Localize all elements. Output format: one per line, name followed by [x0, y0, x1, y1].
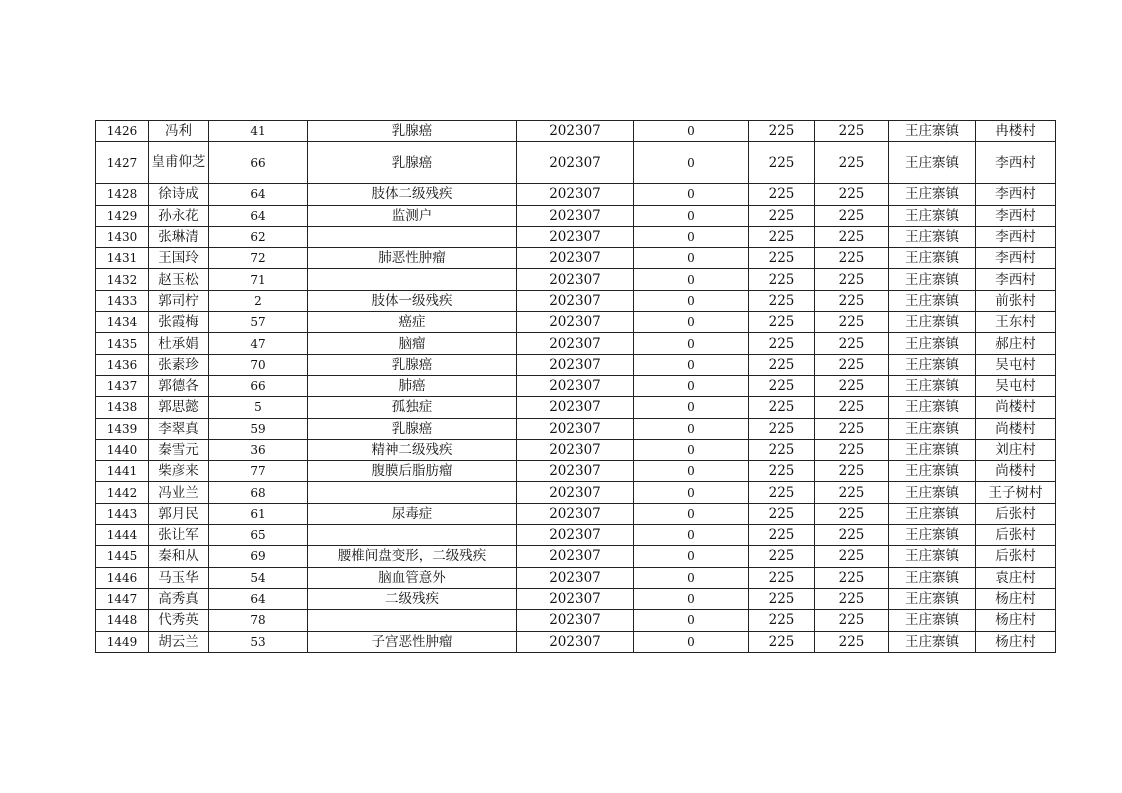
- cell-age: 36: [209, 439, 308, 460]
- cell-id: 1440: [96, 439, 149, 460]
- cell-age: 77: [209, 461, 308, 482]
- cell-age: 64: [209, 205, 308, 226]
- cell-condition: 尿毒症: [308, 503, 517, 524]
- table-row: [96, 269, 1056, 290]
- cell-age: 69: [209, 546, 308, 567]
- cell-age: 62: [209, 226, 308, 247]
- cell-amount-b: 225: [815, 588, 889, 609]
- cell-name: 高秀真: [149, 588, 209, 609]
- cell-age: 61: [209, 503, 308, 524]
- cell-condition: [308, 226, 517, 247]
- cell-age: 78: [209, 610, 308, 631]
- cell-id: 1449: [96, 631, 149, 652]
- cell-id: 1433: [96, 290, 149, 311]
- cell-id: 1442: [96, 482, 149, 503]
- cell-zero: 0: [634, 439, 749, 460]
- cell-condition: 癌症: [308, 312, 517, 333]
- cell-id: 1427: [96, 142, 149, 184]
- table-row: [96, 121, 1056, 142]
- cell-town: 王庄寨镇: [889, 226, 976, 247]
- cell-village: 后张村: [976, 503, 1056, 524]
- cell-village: 尚楼村: [976, 397, 1056, 418]
- table-row: [96, 631, 1056, 652]
- cell-condition: [308, 610, 517, 631]
- cell-amount-a: 225: [749, 525, 815, 546]
- cell-amount-a: 225: [749, 397, 815, 418]
- cell-town: 王庄寨镇: [889, 482, 976, 503]
- cell-amount-a: 225: [749, 567, 815, 588]
- cell-id: 1430: [96, 226, 149, 247]
- cell-condition: [308, 482, 517, 503]
- cell-town: 王庄寨镇: [889, 525, 976, 546]
- cell-amount-b: 225: [815, 482, 889, 503]
- cell-period: 202307: [517, 375, 634, 396]
- cell-town: 王庄寨镇: [889, 503, 976, 524]
- cell-id: 1438: [96, 397, 149, 418]
- cell-condition: 肺癌: [308, 375, 517, 396]
- cell-village: 杨庄村: [976, 631, 1056, 652]
- cell-amount-a: 225: [749, 142, 815, 184]
- cell-village: 袁庄村: [976, 567, 1056, 588]
- cell-age: 59: [209, 418, 308, 439]
- cell-period: 202307: [517, 546, 634, 567]
- cell-period: 202307: [517, 269, 634, 290]
- cell-age: 66: [209, 375, 308, 396]
- cell-town: 王庄寨镇: [889, 546, 976, 567]
- cell-period: 202307: [517, 354, 634, 375]
- cell-amount-a: 225: [749, 418, 815, 439]
- cell-zero: 0: [634, 418, 749, 439]
- cell-age: 64: [209, 588, 308, 609]
- cell-town: 王庄寨镇: [889, 205, 976, 226]
- cell-town: 王庄寨镇: [889, 418, 976, 439]
- cell-period: 202307: [517, 205, 634, 226]
- cell-condition: 腹膜后脂肪瘤: [308, 461, 517, 482]
- cell-name: 郭德各: [149, 375, 209, 396]
- cell-village: 吴屯村: [976, 354, 1056, 375]
- cell-age: 41: [209, 121, 308, 142]
- cell-id: 1447: [96, 588, 149, 609]
- cell-town: 王庄寨镇: [889, 610, 976, 631]
- cell-age: 71: [209, 269, 308, 290]
- cell-town: 王庄寨镇: [889, 354, 976, 375]
- cell-town: 王庄寨镇: [889, 121, 976, 142]
- cell-zero: 0: [634, 375, 749, 396]
- cell-zero: 0: [634, 226, 749, 247]
- cell-name: 杜承娟: [149, 333, 209, 354]
- cell-zero: 0: [634, 184, 749, 205]
- cell-period: 202307: [517, 482, 634, 503]
- cell-zero: 0: [634, 312, 749, 333]
- cell-village: 后张村: [976, 525, 1056, 546]
- cell-id: 1444: [96, 525, 149, 546]
- cell-name: 冯利: [149, 121, 209, 142]
- cell-age: 64: [209, 184, 308, 205]
- cell-amount-b: 225: [815, 418, 889, 439]
- cell-amount-b: 225: [815, 546, 889, 567]
- table-row: [96, 142, 1056, 184]
- cell-zero: 0: [634, 142, 749, 184]
- table-row: [96, 312, 1056, 333]
- cell-amount-b: 225: [815, 439, 889, 460]
- cell-village: 李西村: [976, 269, 1056, 290]
- table-row: [96, 397, 1056, 418]
- cell-amount-a: 225: [749, 631, 815, 652]
- cell-condition: 肢体二级残疾: [308, 184, 517, 205]
- table-row: [96, 248, 1056, 269]
- cell-zero: 0: [634, 121, 749, 142]
- cell-name: 张琳清: [149, 226, 209, 247]
- cell-amount-a: 225: [749, 588, 815, 609]
- cell-id: 1429: [96, 205, 149, 226]
- cell-amount-a: 225: [749, 482, 815, 503]
- cell-town: 王庄寨镇: [889, 269, 976, 290]
- cell-age: 65: [209, 525, 308, 546]
- cell-zero: 0: [634, 248, 749, 269]
- table-row: [96, 205, 1056, 226]
- beneficiary-table: [95, 120, 1056, 653]
- cell-name: 赵玉松: [149, 269, 209, 290]
- cell-town: 王庄寨镇: [889, 461, 976, 482]
- cell-amount-b: 225: [815, 121, 889, 142]
- table-row: [96, 567, 1056, 588]
- cell-village: 杨庄村: [976, 610, 1056, 631]
- cell-period: 202307: [517, 567, 634, 588]
- table-row: [96, 418, 1056, 439]
- cell-age: 54: [209, 567, 308, 588]
- table-row: [96, 439, 1056, 460]
- cell-id: 1426: [96, 121, 149, 142]
- cell-period: 202307: [517, 290, 634, 311]
- cell-town: 王庄寨镇: [889, 248, 976, 269]
- cell-condition: 乳腺癌: [308, 354, 517, 375]
- cell-zero: 0: [634, 546, 749, 567]
- cell-id: 1432: [96, 269, 149, 290]
- cell-amount-a: 225: [749, 375, 815, 396]
- cell-age: 5: [209, 397, 308, 418]
- cell-period: 202307: [517, 503, 634, 524]
- cell-name: 柴彦来: [149, 461, 209, 482]
- cell-amount-a: 225: [749, 312, 815, 333]
- cell-village: 尚楼村: [976, 418, 1056, 439]
- cell-amount-b: 225: [815, 290, 889, 311]
- cell-amount-b: 225: [815, 142, 889, 184]
- cell-amount-a: 225: [749, 226, 815, 247]
- table-row: [96, 482, 1056, 503]
- cell-amount-b: 225: [815, 397, 889, 418]
- cell-amount-a: 225: [749, 333, 815, 354]
- cell-period: 202307: [517, 184, 634, 205]
- cell-amount-a: 225: [749, 248, 815, 269]
- cell-name: 郭司柠: [149, 290, 209, 311]
- cell-village: 尚楼村: [976, 461, 1056, 482]
- cell-amount-b: 225: [815, 567, 889, 588]
- cell-period: 202307: [517, 312, 634, 333]
- cell-name: 李翠真: [149, 418, 209, 439]
- cell-condition: 二级残疾: [308, 588, 517, 609]
- cell-amount-a: 225: [749, 184, 815, 205]
- cell-zero: 0: [634, 205, 749, 226]
- cell-amount-a: 225: [749, 610, 815, 631]
- cell-amount-b: 225: [815, 248, 889, 269]
- cell-zero: 0: [634, 567, 749, 588]
- cell-id: 1435: [96, 333, 149, 354]
- cell-amount-b: 225: [815, 312, 889, 333]
- cell-amount-b: 225: [815, 184, 889, 205]
- cell-town: 王庄寨镇: [889, 142, 976, 184]
- cell-village: 李西村: [976, 226, 1056, 247]
- cell-name: 孙永花: [149, 205, 209, 226]
- cell-age: 70: [209, 354, 308, 375]
- cell-amount-a: 225: [749, 269, 815, 290]
- cell-id: 1428: [96, 184, 149, 205]
- cell-town: 王庄寨镇: [889, 290, 976, 311]
- cell-village: 李西村: [976, 248, 1056, 269]
- table-body: [96, 121, 1056, 653]
- cell-condition: 孤独症: [308, 397, 517, 418]
- cell-name: 代秀英: [149, 610, 209, 631]
- cell-village: 后张村: [976, 546, 1056, 567]
- table-row: [96, 354, 1056, 375]
- cell-condition: 脑血管意外: [308, 567, 517, 588]
- cell-period: 202307: [517, 525, 634, 546]
- cell-zero: 0: [634, 333, 749, 354]
- cell-period: 202307: [517, 333, 634, 354]
- cell-id: 1437: [96, 375, 149, 396]
- cell-zero: 0: [634, 610, 749, 631]
- cell-name: 郭思懿: [149, 397, 209, 418]
- cell-name: 胡云兰: [149, 631, 209, 652]
- cell-name: 张让军: [149, 525, 209, 546]
- cell-village: 吴屯村: [976, 375, 1056, 396]
- cell-town: 王庄寨镇: [889, 397, 976, 418]
- cell-amount-b: 225: [815, 610, 889, 631]
- cell-period: 202307: [517, 142, 634, 184]
- cell-zero: 0: [634, 503, 749, 524]
- table-row: [96, 525, 1056, 546]
- cell-name: 马玉华: [149, 567, 209, 588]
- cell-period: 202307: [517, 418, 634, 439]
- cell-age: 57: [209, 312, 308, 333]
- cell-condition: 精神二级残疾: [308, 439, 517, 460]
- cell-amount-a: 225: [749, 121, 815, 142]
- cell-age: 68: [209, 482, 308, 503]
- cell-period: 202307: [517, 631, 634, 652]
- cell-condition: 腰椎间盘变形，二级残疾: [308, 546, 517, 567]
- cell-town: 王庄寨镇: [889, 439, 976, 460]
- cell-zero: 0: [634, 525, 749, 546]
- cell-amount-b: 225: [815, 226, 889, 247]
- table-row: [96, 546, 1056, 567]
- cell-amount-a: 225: [749, 205, 815, 226]
- cell-amount-b: 225: [815, 525, 889, 546]
- table-row: [96, 226, 1056, 247]
- cell-zero: 0: [634, 588, 749, 609]
- cell-village: 王子树村: [976, 482, 1056, 503]
- cell-village: 杨庄村: [976, 588, 1056, 609]
- cell-condition: 乳腺癌: [308, 121, 517, 142]
- cell-condition: 乳腺癌: [308, 418, 517, 439]
- cell-name: 徐诗成: [149, 184, 209, 205]
- cell-name: 张素珍: [149, 354, 209, 375]
- table-row: [96, 290, 1056, 311]
- cell-zero: 0: [634, 482, 749, 503]
- cell-period: 202307: [517, 588, 634, 609]
- cell-id: 1441: [96, 461, 149, 482]
- cell-condition: 肢体一级残疾: [308, 290, 517, 311]
- cell-condition: 子宫恶性肿瘤: [308, 631, 517, 652]
- cell-name: 张霞梅: [149, 312, 209, 333]
- table-row: [96, 461, 1056, 482]
- cell-period: 202307: [517, 439, 634, 460]
- cell-amount-b: 225: [815, 354, 889, 375]
- table-row: [96, 588, 1056, 609]
- cell-period: 202307: [517, 226, 634, 247]
- cell-id: 1439: [96, 418, 149, 439]
- cell-village: 前张村: [976, 290, 1056, 311]
- cell-amount-b: 225: [815, 333, 889, 354]
- cell-period: 202307: [517, 121, 634, 142]
- cell-amount-b: 225: [815, 375, 889, 396]
- cell-name: 郭月民: [149, 503, 209, 524]
- cell-zero: 0: [634, 397, 749, 418]
- table-row: [96, 333, 1056, 354]
- cell-age: 47: [209, 333, 308, 354]
- cell-age: 2: [209, 290, 308, 311]
- cell-age: 66: [209, 142, 308, 184]
- cell-period: 202307: [517, 397, 634, 418]
- cell-period: 202307: [517, 610, 634, 631]
- table-row: [96, 184, 1056, 205]
- cell-village: 李西村: [976, 205, 1056, 226]
- cell-name: 皇甫仰芝: [149, 142, 209, 184]
- cell-town: 王庄寨镇: [889, 184, 976, 205]
- cell-town: 王庄寨镇: [889, 375, 976, 396]
- cell-zero: 0: [634, 269, 749, 290]
- cell-id: 1448: [96, 610, 149, 631]
- cell-village: 郝庄村: [976, 333, 1056, 354]
- cell-village: 王东村: [976, 312, 1056, 333]
- cell-amount-a: 225: [749, 290, 815, 311]
- cell-village: 李西村: [976, 142, 1056, 184]
- table-row: [96, 375, 1056, 396]
- cell-town: 王庄寨镇: [889, 333, 976, 354]
- table-row: [96, 503, 1056, 524]
- cell-age: 53: [209, 631, 308, 652]
- cell-zero: 0: [634, 631, 749, 652]
- cell-id: 1446: [96, 567, 149, 588]
- cell-condition: 肺恶性肿瘤: [308, 248, 517, 269]
- cell-amount-b: 225: [815, 503, 889, 524]
- cell-name: 秦雪元: [149, 439, 209, 460]
- cell-amount-b: 225: [815, 461, 889, 482]
- cell-name: 秦和从: [149, 546, 209, 567]
- cell-town: 王庄寨镇: [889, 567, 976, 588]
- cell-amount-a: 225: [749, 546, 815, 567]
- cell-amount-b: 225: [815, 205, 889, 226]
- cell-town: 王庄寨镇: [889, 312, 976, 333]
- cell-zero: 0: [634, 461, 749, 482]
- cell-condition: 乳腺癌: [308, 142, 517, 184]
- cell-town: 王庄寨镇: [889, 588, 976, 609]
- cell-zero: 0: [634, 354, 749, 375]
- cell-zero: 0: [634, 290, 749, 311]
- cell-condition: [308, 269, 517, 290]
- cell-amount-b: 225: [815, 269, 889, 290]
- cell-name: 王国玲: [149, 248, 209, 269]
- cell-amount-a: 225: [749, 439, 815, 460]
- cell-id: 1445: [96, 546, 149, 567]
- table-row: [96, 610, 1056, 631]
- cell-id: 1431: [96, 248, 149, 269]
- cell-amount-b: 225: [815, 631, 889, 652]
- cell-amount-a: 225: [749, 354, 815, 375]
- cell-period: 202307: [517, 248, 634, 269]
- cell-period: 202307: [517, 461, 634, 482]
- cell-amount-a: 225: [749, 503, 815, 524]
- cell-village: 冉楼村: [976, 121, 1056, 142]
- cell-id: 1443: [96, 503, 149, 524]
- cell-town: 王庄寨镇: [889, 631, 976, 652]
- cell-age: 72: [209, 248, 308, 269]
- cell-name: 冯业兰: [149, 482, 209, 503]
- cell-condition: 监测户: [308, 205, 517, 226]
- cell-id: 1434: [96, 312, 149, 333]
- cell-id: 1436: [96, 354, 149, 375]
- cell-amount-a: 225: [749, 461, 815, 482]
- cell-condition: [308, 525, 517, 546]
- cell-condition: 脑瘤: [308, 333, 517, 354]
- cell-village: 刘庄村: [976, 439, 1056, 460]
- document-page: [95, 120, 1055, 653]
- cell-village: 李西村: [976, 184, 1056, 205]
